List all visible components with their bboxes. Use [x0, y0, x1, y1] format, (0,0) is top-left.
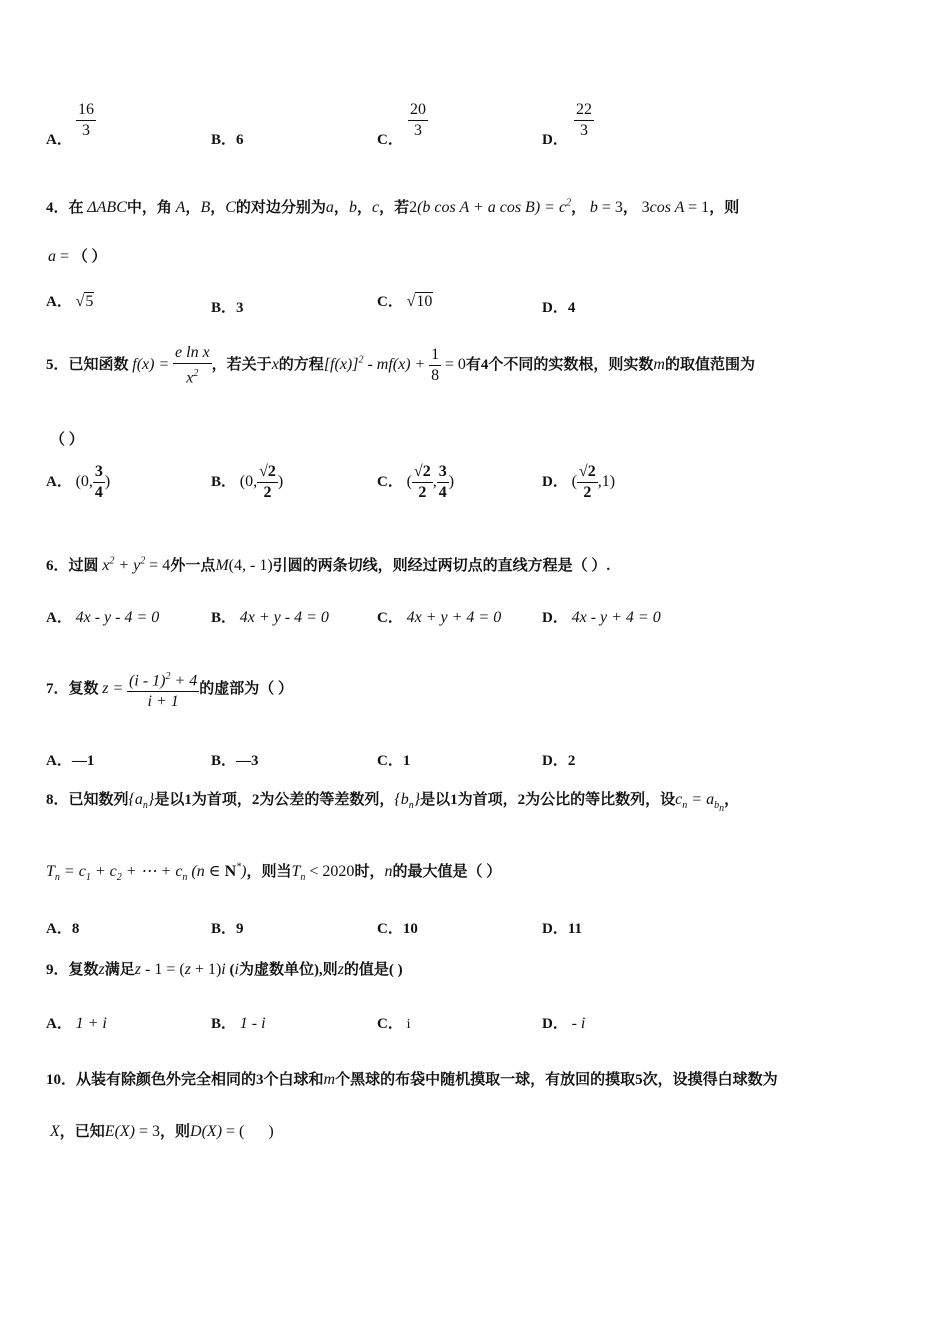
- q10-stem-line2: X，已知E(X) = 3，则D(X) = ( ): [50, 1123, 274, 1140]
- q7-fraction: $\frac{(i - 1)^2 + 4}{i + 1}$: [127, 667, 199, 712]
- q6-option-a[interactable]: A． 4x - y - 4 = 0: [46, 609, 160, 626]
- q4-option-b[interactable]: B．3: [211, 300, 244, 316]
- q4-option-a[interactable]: A． √5: [46, 293, 94, 310]
- q6-option-d[interactable]: D． 4x - y + 4 = 0: [542, 609, 661, 626]
- q9-option-b[interactable]: B． 1 - i: [211, 1015, 266, 1032]
- q4-option-c[interactable]: C． √10: [377, 293, 433, 310]
- q6-option-b[interactable]: B． 4x + y - 4 = 0: [211, 609, 329, 626]
- q9-stem: 9．复数z满足z - 1 = (z + 1)i (i为虚数单位),则z的值是( ): [46, 961, 403, 978]
- q7-option-d[interactable]: D．2: [542, 753, 576, 769]
- q3-option-d-fraction: $\frac{22}{3}$: [576, 101, 592, 139]
- q6-circle: $x^2 + y^2 = 4$: [102, 555, 171, 574]
- q3-option-a[interactable]: A．: [46, 132, 72, 148]
- q4-stem: 4．在 ΔABC中，角 A，B，C的对边分别为a，b，c，若2(b cos A + a $\cos B) = c^2$， b = 3， 3cos A = 1，则: [46, 197, 740, 216]
- q8-option-b[interactable]: B．9: [211, 921, 244, 937]
- q8-stem-line1: 8．已知数列$\{a_n\}$是以1为首项，2为公差的等差数列，$\{b_n\}$是以1为首项，2为公比的等比数列，设$c_n = a_{b_n}$，: [46, 791, 740, 815]
- q7-option-b[interactable]: B．—3: [211, 753, 259, 769]
- q8-option-c[interactable]: C．10: [377, 921, 418, 937]
- q6-option-c[interactable]: C． 4x + y + 4 = 0: [377, 609, 502, 626]
- q3-option-c[interactable]: C．: [377, 132, 403, 148]
- q3-option-a-fraction: $\frac{16}{3}$: [78, 101, 94, 139]
- q5-option-c[interactable]: C． ( $\frac{√2}{2}$ , $\frac{3}{4}$ ): [377, 463, 455, 501]
- q5-option-a[interactable]: A． (0, $\frac{3}{4}$ ): [46, 463, 111, 501]
- q7-option-c[interactable]: C．1: [377, 753, 411, 769]
- q8-stem-line2: $T_n = c_1 + c_2$ + ⋯ + $c_n$ (n ∈ N*)，则当$T_n < 2020$时，n的最大值是（ ）: [46, 861, 502, 884]
- q4-triangle: ΔABC: [87, 199, 127, 216]
- q8-option-d[interactable]: D．11: [542, 921, 583, 937]
- q4-option-d[interactable]: D．4: [542, 300, 576, 316]
- q7-option-a[interactable]: A．—1: [46, 753, 95, 769]
- q9-equation: z - 1 = (z + 1)i: [134, 961, 226, 978]
- q5-option-d[interactable]: D． ( $\frac{√2}{2}$ ,1): [542, 463, 616, 501]
- q6-stem: 6．过圆 $x^2 + y^2 = 4$外一点M(4, - 1)引圆的两条切线，则经过两切点的直线方程是（ ）.: [46, 555, 611, 574]
- q3-option-c-fraction: $\frac{20}{3}$: [410, 101, 426, 139]
- q5-option-b[interactable]: B． (0, $\frac{√2}{2}$ ): [211, 463, 284, 501]
- q5-equation: $[f(x)]^2 - mf(x)$ +: [323, 354, 426, 374]
- q10-stem-line1: 10．从装有除颜色外完全相同的3个白球和m个黑球的布袋中随机摸取一球，有放回的摸取5次，设摸得白球数为: [46, 1071, 778, 1088]
- q5-blank: （ ）: [50, 432, 84, 448]
- q9-option-c[interactable]: C． i: [377, 1016, 411, 1032]
- q3-option-b[interactable]: B．6: [211, 132, 244, 148]
- q5-stem: 5．已知函数 f(x) = $\frac{\text{e ln x}}{x^2}$ ，若关于x的方程$[f(x)]^2 - mf(x)$ + $\frac{1}{8}$ = 0有4个不同的实数根，则实数m的取值范围为: [46, 344, 755, 387]
- q9-option-d[interactable]: D． - i: [542, 1015, 586, 1032]
- q4-blank-line: a = （ ）: [48, 248, 107, 265]
- q8-option-a[interactable]: A．8: [46, 921, 80, 937]
- q7-stem: 7．复数 z = $\frac{(i - 1)^2 + 4}{i + 1}$ 的虚部为（ ）: [46, 667, 293, 712]
- q4-equation: 2(b cos A + a $\cos B) = c^2$: [409, 197, 572, 216]
- q3-option-d[interactable]: D．: [542, 132, 568, 148]
- q9-option-a[interactable]: A． 1 + i: [46, 1015, 107, 1032]
